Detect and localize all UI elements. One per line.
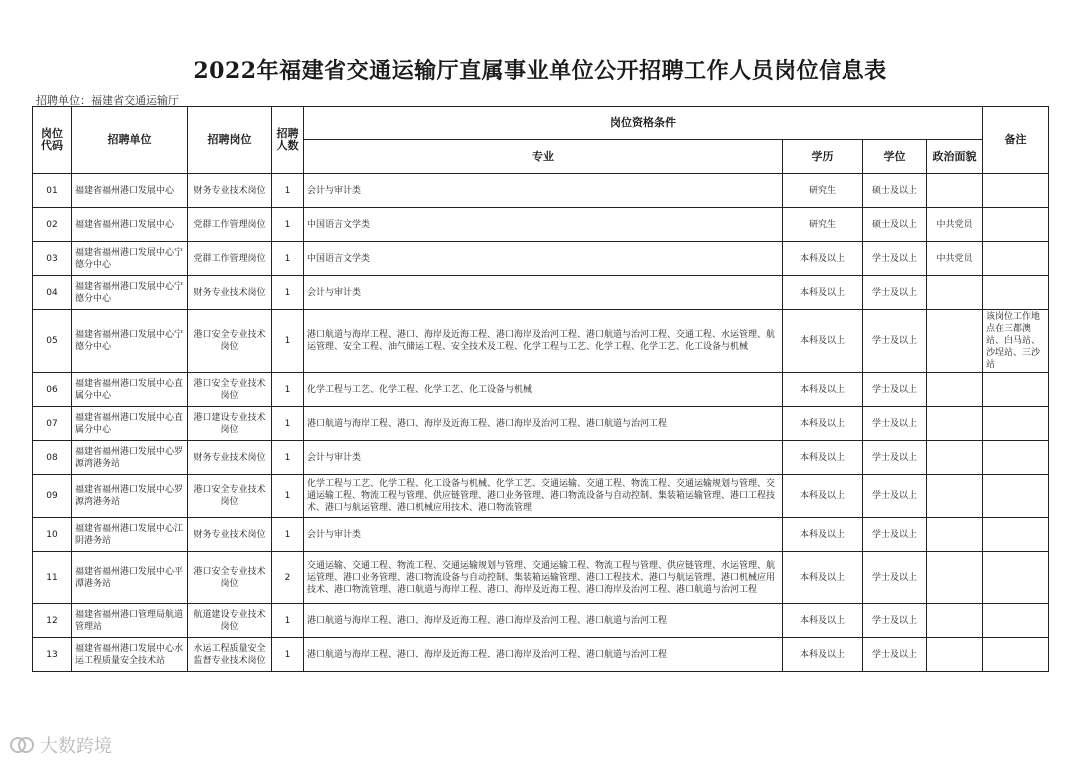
- cell-education: 本科及以上: [783, 441, 863, 475]
- cell-position: 港口建设专业技术岗位: [188, 407, 272, 441]
- job-positions-table: [32, 106, 1049, 672]
- cell-code: 09: [33, 475, 72, 518]
- cell-code: 08: [33, 441, 72, 475]
- cell-remarks: [983, 475, 1049, 518]
- header-unit: 招聘单位: [72, 107, 188, 174]
- cell-major: 化学工程与工艺、化学工程、化学工艺、化工设备与机械: [304, 373, 783, 407]
- cell-code: 05: [33, 310, 72, 373]
- cell-position: 财务专业技术岗位: [188, 441, 272, 475]
- cell-major: 交通运输、交通工程、物流工程、交通运输规划与管理、交通运输工程、物流工程与管理、供应链管理、水运管理、航运管理、港口业务管理、港口物流设备与自动控制、集装箱运输管理、港口工程技术、港口与航运管理、港口机械应用技术、港口物流管理、港口航道与海岸工程、港口、海岸及近海工程、港口海岸及治河工程、港口航道与治河工程: [304, 552, 783, 604]
- cell-education: 本科及以上: [783, 373, 863, 407]
- table-row: [33, 604, 1049, 638]
- cell-remarks: [983, 174, 1049, 208]
- cell-education: 研究生: [783, 174, 863, 208]
- cell-unit: 福建省福州港口发展中心: [72, 208, 188, 242]
- cell-degree: 学士及以上: [863, 441, 927, 475]
- table-row: [33, 441, 1049, 475]
- cell-count: 1: [272, 407, 304, 441]
- cell-position: 财务专业技术岗位: [188, 518, 272, 552]
- cell-major: 港口航道与海岸工程、港口、海岸及近海工程、港口海岸及治河工程、港口航道与治河工程: [304, 604, 783, 638]
- cell-remarks: [983, 518, 1049, 552]
- cell-education: 本科及以上: [783, 407, 863, 441]
- cell-remarks: [983, 373, 1049, 407]
- cell-count: 1: [272, 208, 304, 242]
- cell-political: [927, 604, 983, 638]
- watermark-text: 大数跨境: [40, 736, 112, 757]
- cell-education: 本科及以上: [783, 242, 863, 276]
- cell-degree: 学士及以上: [863, 518, 927, 552]
- brand-logo-icon: [10, 734, 34, 756]
- cell-major: 港口航道与海岸工程、港口、海岸及近海工程、港口海岸及治河工程、港口航道与治河工程、交通工程、水运管理、航运管理、安全工程、油气储运工程、安全技术及工程、化学工程与工艺、化学工程、化学工艺、化工设备与机械: [304, 310, 783, 373]
- cell-education: 本科及以上: [783, 638, 863, 672]
- cell-political: [927, 441, 983, 475]
- cell-major: 化学工程与工艺、化学工程、化工设备与机械、化学工艺、交通运输、交通工程、物流工程、交通运输规划与管理、交通运输工程、物流工程与管理、供应链管理、港口业务管理、港口物流设备与自动控制、集装箱运输管理、港口工程技术、港口与航运管理、港口机械应用技术、港口物流管理: [304, 475, 783, 518]
- cell-unit: 福建省福州港口发展中心宁德分中心: [72, 242, 188, 276]
- cell-degree: 硕士及以上: [863, 208, 927, 242]
- table-row: [33, 310, 1049, 373]
- cell-unit: 福建省福州港口发展中心宁德分中心: [72, 310, 188, 373]
- cell-count: 1: [272, 518, 304, 552]
- cell-code: 07: [33, 407, 72, 441]
- table-row: [33, 242, 1049, 276]
- table-row: [33, 407, 1049, 441]
- cell-count: 1: [272, 373, 304, 407]
- cell-code: 12: [33, 604, 72, 638]
- cell-degree: 学士及以上: [863, 310, 927, 373]
- cell-count: 1: [272, 638, 304, 672]
- cell-unit: 福建省福州港口管理局航道管理站: [72, 604, 188, 638]
- cell-unit: 福建省福州港口发展中心水运工程质量安全技术站: [72, 638, 188, 672]
- watermark: [10, 732, 112, 758]
- cell-political: 中共党员: [927, 242, 983, 276]
- cell-remarks: [983, 276, 1049, 310]
- header-political: 政治面貌: [927, 140, 983, 174]
- table-row: [33, 276, 1049, 310]
- cell-education: 本科及以上: [783, 604, 863, 638]
- cell-position: 财务专业技术岗位: [188, 276, 272, 310]
- cell-remarks: [983, 638, 1049, 672]
- cell-position: 港口安全专业技术岗位: [188, 373, 272, 407]
- cell-count: 1: [272, 276, 304, 310]
- table-row: [33, 518, 1049, 552]
- cell-political: [927, 552, 983, 604]
- cell-political: [927, 310, 983, 373]
- cell-position: 港口安全专业技术岗位: [188, 310, 272, 373]
- cell-degree: 学士及以上: [863, 276, 927, 310]
- cell-political: [927, 174, 983, 208]
- cell-remarks: 该岗位工作地点在三都澳站、白马站、沙埕站、三沙站: [983, 310, 1049, 373]
- cell-degree: 硕士及以上: [863, 174, 927, 208]
- cell-education: 本科及以上: [783, 310, 863, 373]
- cell-major: 会计与审计类: [304, 441, 783, 475]
- cell-unit: 福建省福州港口发展中心直属分中心: [72, 373, 188, 407]
- cell-count: 1: [272, 310, 304, 373]
- recruiting-unit-label: 招聘单位：福建省交通运输厅: [36, 94, 179, 107]
- cell-unit: 福建省福州港口发展中心罗源湾港务站: [72, 475, 188, 518]
- cell-count: 2: [272, 552, 304, 604]
- cell-unit: 福建省福州港口发展中心直属分中心: [72, 407, 188, 441]
- cell-code: 03: [33, 242, 72, 276]
- table-row: [33, 475, 1049, 518]
- cell-political: [927, 518, 983, 552]
- header-remarks: 备注: [983, 107, 1049, 174]
- cell-degree: 学士及以上: [863, 638, 927, 672]
- cell-major: 中国语言文学类: [304, 242, 783, 276]
- page-title: 2022年福建省交通运输厅直属事业单位公开招聘工作人员岗位信息表: [193, 58, 887, 84]
- cell-remarks: [983, 441, 1049, 475]
- cell-code: 04: [33, 276, 72, 310]
- cell-major: 会计与审计类: [304, 174, 783, 208]
- header-education: 学历: [783, 140, 863, 174]
- cell-count: 1: [272, 441, 304, 475]
- header-position: 招聘岗位: [188, 107, 272, 174]
- cell-degree: 学士及以上: [863, 475, 927, 518]
- cell-count: 1: [272, 475, 304, 518]
- header-count: 招聘人数: [272, 107, 304, 174]
- cell-count: 1: [272, 174, 304, 208]
- header-code: 岗位代码: [33, 107, 72, 174]
- header-degree: 学位: [863, 140, 927, 174]
- cell-remarks: [983, 407, 1049, 441]
- cell-remarks: [983, 208, 1049, 242]
- cell-degree: 学士及以上: [863, 552, 927, 604]
- cell-remarks: [983, 604, 1049, 638]
- cell-position: 航道建设专业技术岗位: [188, 604, 272, 638]
- cell-unit: 福建省福州港口发展中心宁德分中心: [72, 276, 188, 310]
- cell-degree: 学士及以上: [863, 604, 927, 638]
- cell-position: 水运工程质量安全监督专业技术岗位: [188, 638, 272, 672]
- cell-major: 会计与审计类: [304, 276, 783, 310]
- cell-unit: 福建省福州港口发展中心: [72, 174, 188, 208]
- cell-degree: 学士及以上: [863, 242, 927, 276]
- cell-political: [927, 475, 983, 518]
- table-row: [33, 373, 1049, 407]
- cell-code: 06: [33, 373, 72, 407]
- cell-political: [927, 638, 983, 672]
- cell-education: 本科及以上: [783, 518, 863, 552]
- cell-code: 10: [33, 518, 72, 552]
- cell-major: 港口航道与海岸工程、港口、海岸及近海工程、港口海岸及治河工程、港口航道与治河工程: [304, 407, 783, 441]
- cell-code: 11: [33, 552, 72, 604]
- cell-count: 1: [272, 604, 304, 638]
- cell-unit: 福建省福州港口发展中心罗源湾港务站: [72, 441, 188, 475]
- table-row: [33, 208, 1049, 242]
- cell-position: 党群工作管理岗位: [188, 208, 272, 242]
- cell-political: [927, 373, 983, 407]
- cell-political: 中共党员: [927, 208, 983, 242]
- table-row: [33, 174, 1049, 208]
- cell-education: 本科及以上: [783, 276, 863, 310]
- cell-education: 本科及以上: [783, 552, 863, 604]
- cell-unit: 福建省福州港口发展中心平潭港务站: [72, 552, 188, 604]
- cell-position: 财务专业技术岗位: [188, 174, 272, 208]
- header-qualifications: 岗位资格条件: [304, 107, 983, 140]
- cell-major: 港口航道与海岸工程、港口、海岸及近海工程、港口海岸及治河工程、港口航道与治河工程: [304, 638, 783, 672]
- table-row: [33, 552, 1049, 604]
- cell-education: 研究生: [783, 208, 863, 242]
- cell-count: 1: [272, 242, 304, 276]
- cell-major: 会计与审计类: [304, 518, 783, 552]
- cell-unit: 福建省福州港口发展中心江阴港务站: [72, 518, 188, 552]
- cell-political: [927, 276, 983, 310]
- cell-degree: 学士及以上: [863, 373, 927, 407]
- cell-code: 02: [33, 208, 72, 242]
- cell-position: 港口安全专业技术岗位: [188, 475, 272, 518]
- table-row: [33, 638, 1049, 672]
- cell-remarks: [983, 242, 1049, 276]
- cell-remarks: [983, 552, 1049, 604]
- cell-degree: 学士及以上: [863, 407, 927, 441]
- cell-education: 本科及以上: [783, 475, 863, 518]
- header-major: 专业: [304, 140, 783, 174]
- cell-code: 01: [33, 174, 72, 208]
- cell-position: 党群工作管理岗位: [188, 242, 272, 276]
- cell-major: 中国语言文学类: [304, 208, 783, 242]
- cell-position: 港口安全专业技术岗位: [188, 552, 272, 604]
- cell-political: [927, 407, 983, 441]
- cell-code: 13: [33, 638, 72, 672]
